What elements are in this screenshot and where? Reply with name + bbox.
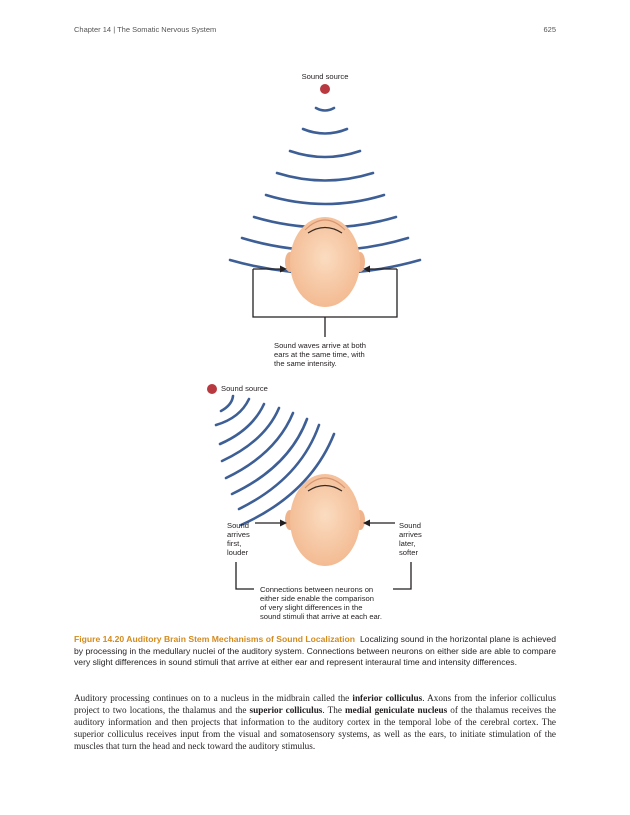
bottom-note-line2: either side enable the comparison xyxy=(260,594,374,603)
top-note-line2: ears at the same time, with xyxy=(274,350,365,359)
wave-arc xyxy=(277,173,373,181)
caption-text: Localizing sound in the horizontal plane is achieved by processing in the medullary nuclei of the auditory system. Connections between neurons on either side are able to compare very slight differences in sound stimuli that arrive at either ear and represent interaural time and intensity differences. xyxy=(74,634,556,667)
figure-label: Figure 14.20 Auditory Brain Stem Mechanisms of Sound Localization xyxy=(74,634,356,644)
right-label-line1: Sound xyxy=(399,521,421,530)
head xyxy=(290,474,360,566)
wave-arc xyxy=(290,151,360,157)
wave-arc xyxy=(226,413,293,478)
top-head xyxy=(285,217,365,307)
term-medial-geniculate-nucleus: medial geniculate nucleus xyxy=(345,705,448,715)
top-note-line1: Sound waves arrive at both xyxy=(274,341,367,350)
body-text-segment: . The xyxy=(322,705,345,715)
right-label-line3: later, xyxy=(399,539,416,548)
wave-arc xyxy=(222,408,279,461)
body-text-segment: Auditory processing continues on to a nucleus in the midbrain called the xyxy=(74,693,353,703)
term-superior-colliculus: superior colliculus xyxy=(249,705,323,715)
top-source-label: Sound source xyxy=(301,72,349,81)
body-paragraph xyxy=(74,692,556,752)
body-text-segment: of the thalamus receives the auditory information and then projects that information to the auditory cortex in the temporal lobe of the cerebral cortex. The superior colliculus receives input from the visual and somatosensory systems, as well as the ears, to initiate stimulation of the muscles that turn the head and neck toward the auditory stimulus. xyxy=(74,705,556,751)
body-text-segment: . Axons from the inferior colliculus project to two locations, the thalamus and the xyxy=(74,693,556,715)
top-sound-source-dot xyxy=(320,84,330,94)
bottom-note-line3: of very slight differences in the xyxy=(260,603,363,612)
right-label-line2: arrives xyxy=(399,530,422,539)
bottom-note-line4: sound stimuli that arrive at each ear. xyxy=(260,612,382,621)
figure-caption xyxy=(74,634,556,669)
page-number: 625 xyxy=(543,25,556,34)
top-note-line3: the same intensity. xyxy=(274,359,337,368)
head xyxy=(290,217,360,307)
bottom-sound-source-dot xyxy=(207,384,217,394)
chapter-title: Chapter 14 | The Somatic Nervous System xyxy=(74,25,217,34)
wave-arc xyxy=(316,108,334,111)
left-label-line4: louder xyxy=(227,548,249,557)
left-label-line1: Sound xyxy=(227,521,249,530)
left-label-line2: arrives xyxy=(227,530,250,539)
top-panel xyxy=(230,72,420,368)
bottom-note-line1: Connections between neurons on xyxy=(260,585,374,594)
term-inferior-colliculus: inferior colliculus xyxy=(352,693,423,703)
left-label-line3: first, xyxy=(227,539,242,548)
bottom-source-label: Sound source xyxy=(221,384,268,393)
wave-arc xyxy=(303,129,347,134)
right-label-line4: softer xyxy=(399,548,418,557)
wave-arc xyxy=(221,396,233,411)
bottom-panel xyxy=(207,384,422,621)
wave-arc xyxy=(266,195,384,204)
